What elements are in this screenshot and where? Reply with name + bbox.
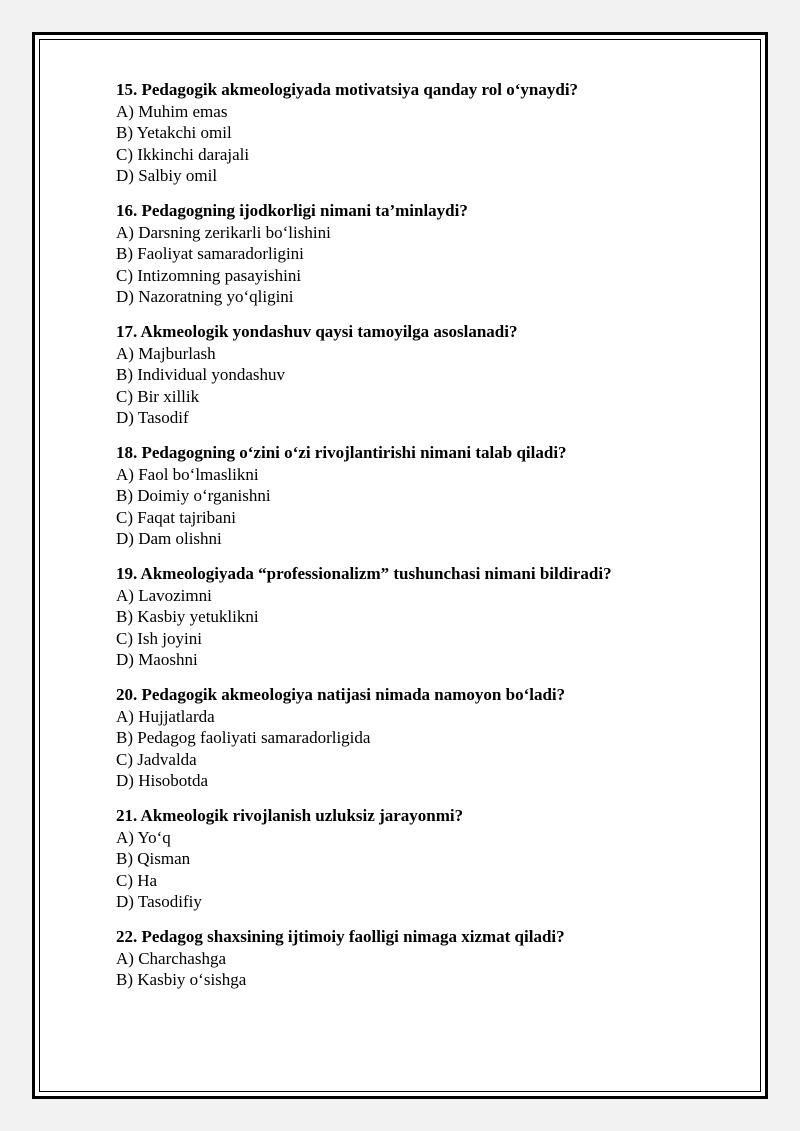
question-title: 21. Akmeologik rivojlanish uzluksiz jarayonmi? bbox=[116, 806, 464, 825]
answer-option: B) Qisman bbox=[116, 849, 191, 868]
answer-option: C) Bir xillik bbox=[116, 386, 200, 406]
answer-option: A) Charchashga bbox=[116, 948, 226, 968]
answer-option: D) Hisobotda bbox=[116, 771, 209, 790]
answer-option: D) Tasodif bbox=[116, 408, 189, 427]
question-15 bbox=[116, 79, 736, 187]
question-22 bbox=[116, 926, 736, 991]
question-title: 22. Pedagog shaxsining ijtimoiy faolligi nimaga xizmat qiladi? bbox=[116, 927, 565, 946]
question-16 bbox=[116, 200, 736, 308]
answer-option: A) Majburlash bbox=[116, 343, 216, 363]
answer-option: C) Ikkinchi darajali bbox=[116, 144, 250, 164]
question-title: 16. Pedagogning ijodkorligi nimani ta’minlaydi? bbox=[116, 201, 468, 220]
answer-option: B) Kasbiy o‘sishga bbox=[116, 970, 247, 989]
answer-option: B) Pedagog faoliyati samaradorligida bbox=[116, 728, 371, 747]
question-title: 19. Akmeologiyada “professionalizm” tushunchasi nimani bildiradi? bbox=[116, 564, 612, 583]
answer-option: D) Salbiy omil bbox=[116, 166, 218, 185]
answer-option: C) Faqat tajribani bbox=[116, 507, 236, 527]
question-title: 20. Pedagogik akmeologiya natijasi nimada namoyon bo‘ladi? bbox=[116, 685, 566, 704]
answer-option: C) Ha bbox=[116, 870, 158, 890]
question-title: 17. Akmeologik yondashuv qaysi tamoyilga asoslanadi? bbox=[116, 322, 518, 341]
answer-option: D) Dam olishni bbox=[116, 529, 222, 548]
answer-option: D) Maoshni bbox=[116, 650, 198, 669]
question-19 bbox=[116, 563, 736, 671]
answer-option: C) Ish joyini bbox=[116, 628, 202, 648]
question-title: 18. Pedagogning o‘zini o‘zi rivojlantirishi nimani talab qiladi? bbox=[116, 443, 567, 462]
question-18 bbox=[116, 442, 736, 550]
answer-option: A) Faol bo‘lmaslikni bbox=[116, 464, 259, 484]
question-21 bbox=[116, 805, 736, 913]
answer-option: C) Jadvalda bbox=[116, 749, 197, 769]
question-17 bbox=[116, 321, 736, 429]
question-list bbox=[116, 79, 736, 1004]
document-page bbox=[32, 32, 768, 1099]
answer-option: A) Hujjatlarda bbox=[116, 706, 215, 726]
answer-option: D) Nazoratning yo‘qligini bbox=[116, 287, 294, 306]
answer-option: A) Yo‘q bbox=[116, 827, 171, 847]
answer-option: B) Faoliyat samaradorligini bbox=[116, 244, 304, 263]
answer-option: B) Doimiy o‘rganishni bbox=[116, 486, 271, 505]
answer-option: A) Lavozimni bbox=[116, 585, 212, 605]
answer-option: B) Individual yondashuv bbox=[116, 365, 286, 384]
answer-option: C) Intizomning pasayishini bbox=[116, 265, 302, 285]
answer-option: D) Tasodifiy bbox=[116, 892, 202, 911]
question-20 bbox=[116, 684, 736, 792]
answer-option: B) Yetakchi omil bbox=[116, 123, 232, 142]
answer-option: B) Kasbiy yetuklikni bbox=[116, 607, 259, 626]
question-title: 15. Pedagogik akmeologiyada motivatsiya qanday rol o‘ynaydi? bbox=[116, 80, 579, 99]
answer-option: A) Darsning zerikarli bo‘lishini bbox=[116, 222, 331, 242]
answer-option: A) Muhim emas bbox=[116, 101, 228, 121]
